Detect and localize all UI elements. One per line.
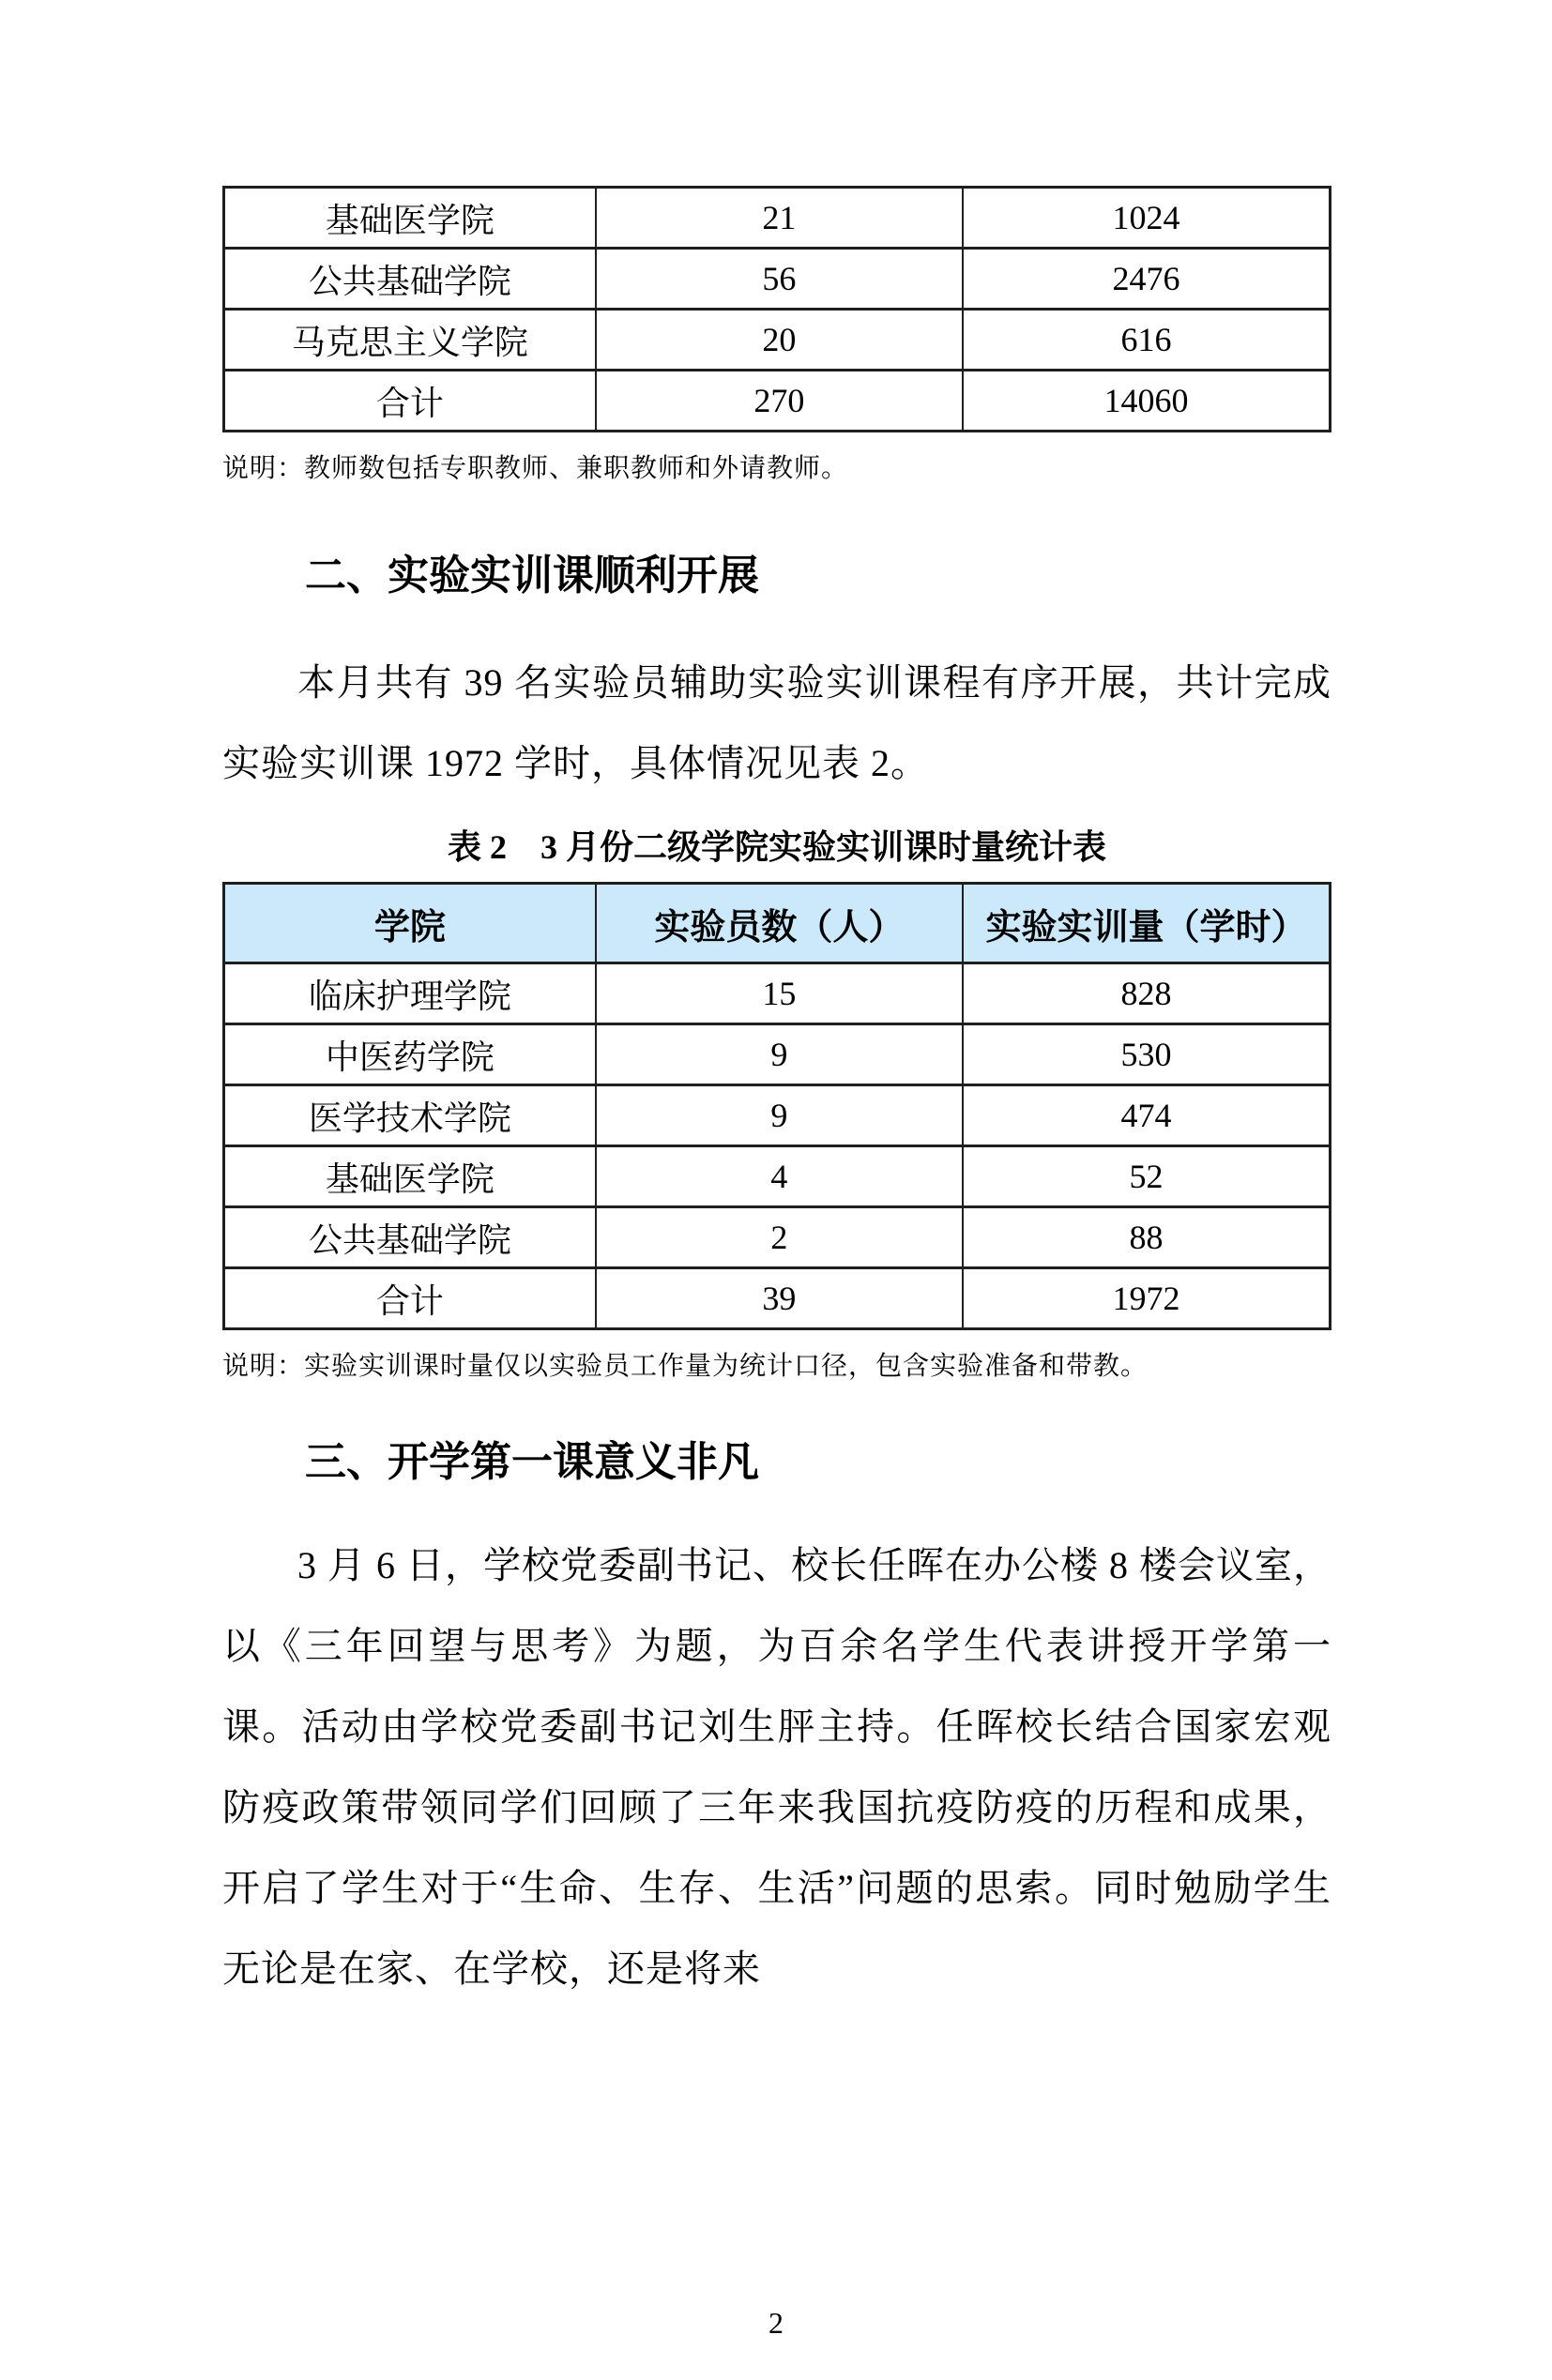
table-total-row — [224, 1268, 1331, 1329]
table-cell: 39 — [596, 1268, 963, 1329]
table-cell: 临床护理学院 — [224, 963, 596, 1024]
table-row — [224, 1146, 1331, 1207]
table-cell: 基础医学院 — [224, 188, 596, 249]
table-cell: 52 — [963, 1146, 1330, 1207]
column-header: 实验实训量（学时） — [963, 884, 1330, 963]
table-cell: 1972 — [963, 1268, 1330, 1329]
document-page — [0, 186, 1552, 2380]
table-row — [224, 963, 1331, 1024]
table-cell: 828 — [963, 963, 1330, 1024]
table-cell: 616 — [963, 310, 1330, 371]
table-cell: 马克思主义学院 — [224, 310, 596, 371]
section2-heading: 二、实验实训课顺利开展 — [305, 553, 759, 599]
column-header: 学院 — [224, 884, 596, 963]
page-number: 2 — [768, 2306, 784, 2340]
table-cell: 4 — [596, 1146, 963, 1207]
table-cell: 2476 — [963, 249, 1330, 310]
table2-note: 说明：实验实训课时量仅以实验员工作量为统计口径，包含实验准备和带教。 — [222, 1352, 1149, 1381]
table-cell: 20 — [596, 310, 963, 371]
table-row — [224, 1207, 1331, 1268]
table1-note: 说明：教师数包括专职教师、兼职教师和外请教师。 — [222, 454, 849, 483]
table2-header-row — [224, 884, 1331, 963]
table-row — [224, 310, 1331, 371]
table-cell: 9 — [596, 1024, 963, 1085]
table-cell: 56 — [596, 249, 963, 310]
table-cell: 基础医学院 — [224, 1146, 596, 1207]
table-cell: 15 — [596, 963, 963, 1024]
table-row — [224, 1085, 1331, 1146]
table-cell: 2 — [596, 1207, 963, 1268]
table-cell: 474 — [963, 1085, 1330, 1146]
table-cell: 14060 — [963, 371, 1330, 432]
table-cell: 270 — [596, 371, 963, 432]
table-row — [224, 188, 1331, 249]
section2-paragraph: 本月共有 39 名实验员辅助实验实训课程有序开展，共计完成实验实训课 1972 学时，具体情况见表 2。 — [222, 661, 1331, 784]
table-cell: 1024 — [963, 188, 1330, 249]
teacher-stats-table — [222, 186, 1331, 432]
table-cell: 中医药学院 — [224, 1024, 596, 1085]
section3-paragraph: 3 月 6 日，学校党委副书记、校长任晖在办公楼 8 楼会议室，以《三年回望与思考》为题，为百余名学生代表讲授开学第一课。活动由学校党委副书记刘生胓主持。任晖校长结合国家宏观防疫政策带领同学们回顾了三年来我国抗疫防疫的历程和成果，开启了学生对于“生命、生存、生活”问题的思索。同时勉励学生无论是在家、在学校，还是将来 — [222, 1544, 1331, 1990]
section3-heading: 三、开学第一课意义非凡 — [305, 1439, 759, 1485]
table-cell: 公共基础学院 — [224, 249, 596, 310]
table-cell: 公共基础学院 — [224, 1207, 596, 1268]
table-cell: 530 — [963, 1024, 1330, 1085]
table-row — [224, 1024, 1331, 1085]
column-header: 实验员数（人） — [596, 884, 963, 963]
table-total-row — [224, 371, 1331, 432]
table-cell: 21 — [596, 188, 963, 249]
lab-course-stats-table — [222, 882, 1331, 1330]
table-row — [224, 249, 1331, 310]
table-cell: 医学技术学院 — [224, 1085, 596, 1146]
table-cell: 88 — [963, 1207, 1330, 1268]
table-cell: 合计 — [224, 371, 596, 432]
table2-caption: 表 2 3 月份二级学院实验实训课时量统计表 — [447, 828, 1106, 866]
table-cell: 9 — [596, 1085, 963, 1146]
table-cell: 合计 — [224, 1268, 596, 1329]
